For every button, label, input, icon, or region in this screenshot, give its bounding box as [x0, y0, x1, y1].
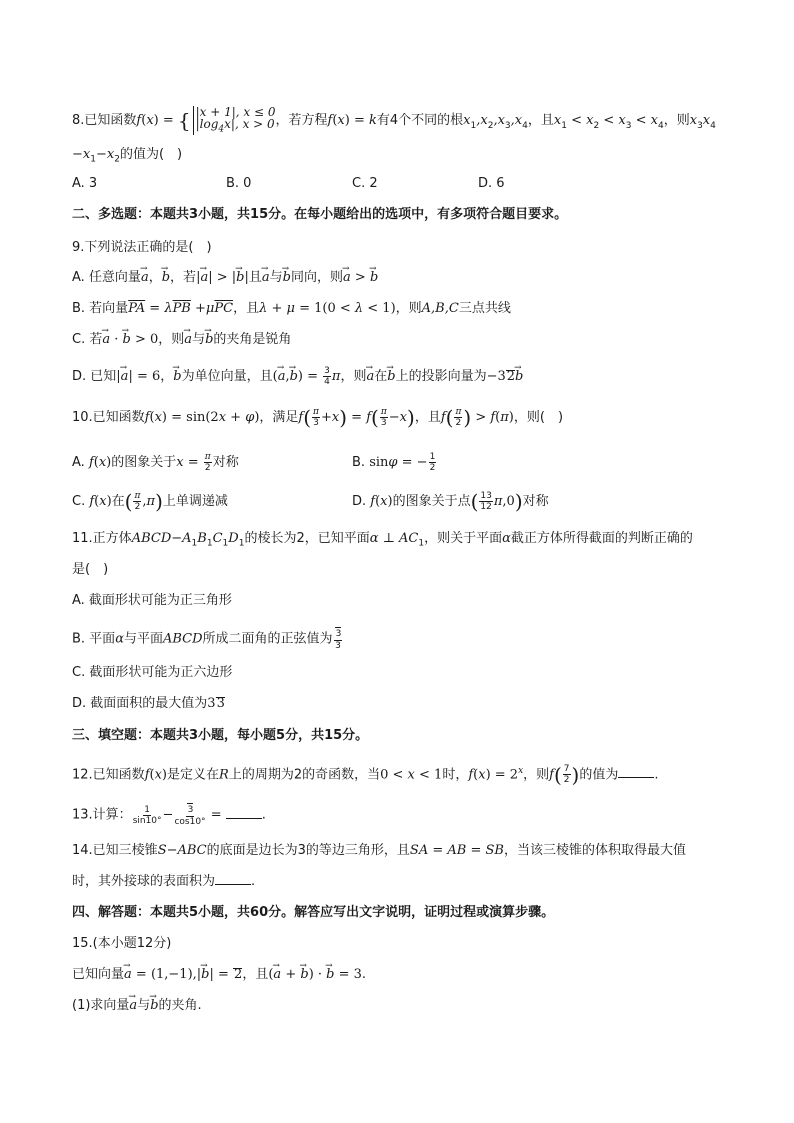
q10-option-a: A. f(x)的图象关于x = $\frac{\pi}{2}$ 对称 — [72, 452, 239, 473]
q8-option-c: C. 2 — [352, 176, 378, 191]
section-4-heading: 四、解答题：本题共5小题，共60分。解答应写出文字说明，证明过程或演算步骤。 — [72, 905, 555, 920]
section-3-heading: 三、填空题：本题共3小题，每小题5分，共15分。 — [72, 728, 369, 743]
q14-answer-blank — [215, 872, 251, 885]
q10-stem: 10.已知函数f(x) = sin(2x + φ)，满足f( $\frac{\pi}{3}$ +x) = f( $\frac{\pi}{3}$ −x)，且f( $\frac{\pi}{2}$ ) > f(π)，则( ) — [72, 405, 564, 430]
q14-line1: 14.已知三棱锥S−ABC的底面是边长为3的等边三角形，且SA = AB = SB，当该三棱锥的体积取得最大值 — [72, 843, 686, 858]
section-2-heading: 二、多选题：本题共3小题，共15分。在每小题给出的选项中，有多项符合题目要求。 — [72, 207, 568, 222]
q8-option-b: B. 0 — [226, 176, 252, 191]
q15-stem: 已知向量→ a = (1,−1),|→ b| = 2，且(→ a + → b) · → b = 3. — [72, 965, 366, 985]
q15-part1: (1)求向量→ a与→ b的夹角. — [72, 996, 202, 1016]
q9-stem: 9.下列说法正确的是( ) — [72, 240, 212, 255]
piecewise-function: |x + 1|, x ≤ 0 $|\log_4x|$, x > 0 — [193, 106, 276, 135]
q9-option-c: C. 若→ a · → b > 0，则→ a与→ b的夹角是锐角 — [72, 330, 291, 350]
q11-option-c: C. 截面形状可能为正六边形 — [72, 665, 233, 680]
q11-stem-line1: 11.正方体$ABCD-A_1B_1C_1D_1$的棱长为2，已知平面α ⊥ $AC_1$，则关于平面α截正方体所得截面的判断正确的 — [72, 531, 693, 549]
q11-stem-line2: 是( ) — [72, 562, 109, 577]
q10-option-c: C. f(x)在( $\frac{\pi}{2}$ ,π)上单调递减 — [72, 489, 228, 514]
q13-answer-blank — [226, 806, 262, 819]
q9-option-b: B. 若向量$\overline{PA} = \lambda\overline{PB} +\mu\overline{PC}$，且λ + μ = 1(0 < λ < 1)，则A,B,C三点共线 — [72, 301, 511, 316]
q8-stem-line1: 8.已知函数f(x) = { |x + 1|, x ≤ 0 $|\log_4x|$, x > 0 ，若方程f(x) = k有4个不同的根$x_1,x_2,x_3,x_4$，且$x_1 < x_2 < x_3 < x_4$，则$x_3x_4$ — [72, 105, 716, 135]
q11-option-b: B. 平面α与平面ABCD所成二面角的正弦值为 $\frac{3}{3}$ — [72, 629, 342, 651]
q15-title: 15.(本小题12分) — [72, 936, 172, 951]
q9-option-d: D. 已知|→ a| = 6，→ b为单位向量，且(→ a,→ b) = $\frac{3}{4}$ π，则→ a在→ b上的投影向量为−32→ b — [72, 366, 523, 387]
q8-stem-line2: $-x_1-x_2$的值为( ) — [72, 147, 183, 165]
q10-option-d: D. f(x)的图象关于点( $\frac{13}{12}$ π,0)对称 — [352, 489, 549, 514]
q10-option-b: B. sinφ = − $\frac{1}{2}$ — [352, 452, 436, 473]
q8-option-d: D. 6 — [478, 176, 505, 191]
q13: 13.计算： $\frac{1}{\sin 10^\circ}$ − $\frac{3}{\cos 10^\circ}$ = . — [72, 804, 266, 827]
q11-option-d: D. 截面面积的最大值为33 — [72, 696, 225, 711]
q8-option-a: A. 3 — [72, 176, 98, 191]
q9-option-a: A. 任意向量→ a，→ b，若|→ a| > |→ b|且→ a与→ b同向，则→ a > → b — [72, 268, 378, 288]
q11-option-a: A. 截面形状可能为正三角形 — [72, 593, 232, 608]
q14-line2: 时，其外接球的表面积为 . — [72, 874, 256, 889]
q12: 12.已知函数f(x)是定义在R上的周期为2的奇函数，当0 < x < 1时，$f(x) = 2^x$，则f( $\frac{7}{2}$ )的值为 . — [72, 762, 659, 787]
q12-answer-blank — [618, 765, 654, 778]
